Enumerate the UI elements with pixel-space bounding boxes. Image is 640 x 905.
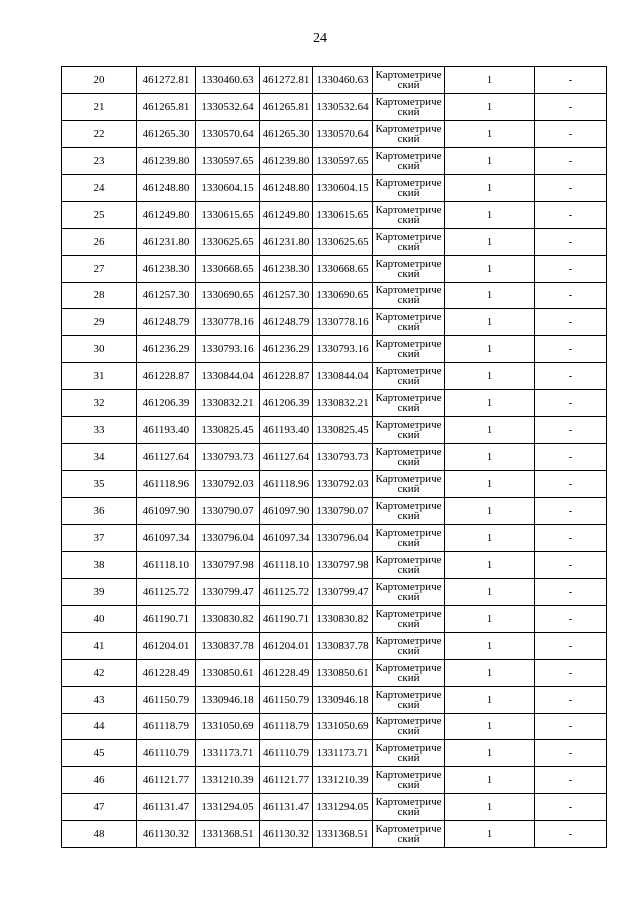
method-cell: Картометрический <box>373 578 445 605</box>
note-cell: - <box>535 309 607 336</box>
x-coordinate-new-cell: 461118.96 <box>260 471 313 498</box>
method-cell: Картометрический <box>373 67 445 94</box>
y-coordinate-new-cell: 1331210.39 <box>313 767 373 794</box>
table-row <box>62 444 607 471</box>
note-cell: - <box>535 228 607 255</box>
method-cell: Картометрический <box>373 740 445 767</box>
y-coordinate-new-cell: 1331368.51 <box>313 821 373 848</box>
table-row <box>62 255 607 282</box>
note-cell: - <box>535 93 607 120</box>
accuracy-cell: 1 <box>445 659 535 686</box>
point-number-cell: 24 <box>62 174 137 201</box>
y-coordinate-new-cell: 1330797.98 <box>313 551 373 578</box>
x-coordinate-new-cell: 461231.80 <box>260 228 313 255</box>
y-coordinate-new-cell: 1330850.61 <box>313 659 373 686</box>
note-cell: - <box>535 120 607 147</box>
table-row <box>62 578 607 605</box>
x-coordinate-cell: 461193.40 <box>137 417 196 444</box>
y-coordinate-cell: 1330532.64 <box>196 93 260 120</box>
x-coordinate-new-cell: 461118.10 <box>260 551 313 578</box>
point-number-cell: 47 <box>62 794 137 821</box>
x-coordinate-cell: 461228.49 <box>137 659 196 686</box>
method-cell: Картометрический <box>373 228 445 255</box>
x-coordinate-cell: 461097.90 <box>137 498 196 525</box>
point-number-cell: 44 <box>62 713 137 740</box>
y-coordinate-new-cell: 1330792.03 <box>313 471 373 498</box>
accuracy-cell: 1 <box>445 524 535 551</box>
accuracy-cell: 1 <box>445 417 535 444</box>
method-cell: Картометрический <box>373 255 445 282</box>
point-number-cell: 39 <box>62 578 137 605</box>
accuracy-cell: 1 <box>445 309 535 336</box>
y-coordinate-new-cell: 1330793.16 <box>313 336 373 363</box>
y-coordinate-cell: 1331294.05 <box>196 794 260 821</box>
x-coordinate-new-cell: 461150.79 <box>260 686 313 713</box>
table-row <box>62 120 607 147</box>
x-coordinate-cell: 461190.71 <box>137 605 196 632</box>
note-cell: - <box>535 471 607 498</box>
x-coordinate-new-cell: 461125.72 <box>260 578 313 605</box>
x-coordinate-new-cell: 461097.90 <box>260 498 313 525</box>
x-coordinate-cell: 461248.80 <box>137 174 196 201</box>
note-cell: - <box>535 282 607 309</box>
accuracy-cell: 1 <box>445 740 535 767</box>
y-coordinate-new-cell: 1330830.82 <box>313 605 373 632</box>
method-cell: Картометрический <box>373 93 445 120</box>
y-coordinate-cell: 1331173.71 <box>196 740 260 767</box>
x-coordinate-new-cell: 461121.77 <box>260 767 313 794</box>
y-coordinate-new-cell: 1330690.65 <box>313 282 373 309</box>
table-row <box>62 67 607 94</box>
x-coordinate-new-cell: 461248.80 <box>260 174 313 201</box>
method-cell: Картометрический <box>373 713 445 740</box>
point-number-cell: 33 <box>62 417 137 444</box>
x-coordinate-new-cell: 461257.30 <box>260 282 313 309</box>
y-coordinate-cell: 1330837.78 <box>196 632 260 659</box>
y-coordinate-cell: 1330797.98 <box>196 551 260 578</box>
method-cell: Картометрический <box>373 147 445 174</box>
method-cell: Картометрический <box>373 794 445 821</box>
accuracy-cell: 1 <box>445 255 535 282</box>
note-cell: - <box>535 740 607 767</box>
accuracy-cell: 1 <box>445 767 535 794</box>
table-row <box>62 632 607 659</box>
table-row <box>62 740 607 767</box>
y-coordinate-new-cell: 1330625.65 <box>313 228 373 255</box>
note-cell: - <box>535 255 607 282</box>
y-coordinate-cell: 1330597.65 <box>196 147 260 174</box>
table-row <box>62 821 607 848</box>
x-coordinate-cell: 461248.79 <box>137 309 196 336</box>
accuracy-cell: 1 <box>445 174 535 201</box>
accuracy-cell: 1 <box>445 228 535 255</box>
accuracy-cell: 1 <box>445 336 535 363</box>
y-coordinate-new-cell: 1330604.15 <box>313 174 373 201</box>
accuracy-cell: 1 <box>445 686 535 713</box>
method-cell: Картометрический <box>373 201 445 228</box>
x-coordinate-new-cell: 461265.30 <box>260 120 313 147</box>
accuracy-cell: 1 <box>445 67 535 94</box>
point-number-cell: 30 <box>62 336 137 363</box>
x-coordinate-cell: 461118.96 <box>137 471 196 498</box>
table-row <box>62 794 607 821</box>
y-coordinate-new-cell: 1330778.16 <box>313 309 373 336</box>
y-coordinate-cell: 1330793.16 <box>196 336 260 363</box>
accuracy-cell: 1 <box>445 201 535 228</box>
x-coordinate-cell: 461257.30 <box>137 282 196 309</box>
y-coordinate-cell: 1331210.39 <box>196 767 260 794</box>
point-number-cell: 26 <box>62 228 137 255</box>
y-coordinate-cell: 1330690.65 <box>196 282 260 309</box>
note-cell: - <box>535 659 607 686</box>
y-coordinate-new-cell: 1330832.21 <box>313 390 373 417</box>
y-coordinate-cell: 1331368.51 <box>196 821 260 848</box>
y-coordinate-cell: 1330570.64 <box>196 120 260 147</box>
note-cell: - <box>535 444 607 471</box>
table-row <box>62 309 607 336</box>
table-row <box>62 686 607 713</box>
x-coordinate-cell: 461127.64 <box>137 444 196 471</box>
x-coordinate-new-cell: 461206.39 <box>260 390 313 417</box>
table-row <box>62 390 607 417</box>
y-coordinate-cell: 1330790.07 <box>196 498 260 525</box>
x-coordinate-cell: 461265.81 <box>137 93 196 120</box>
note-cell: - <box>535 767 607 794</box>
table-row <box>62 551 607 578</box>
y-coordinate-new-cell: 1330946.18 <box>313 686 373 713</box>
point-number-cell: 41 <box>62 632 137 659</box>
note-cell: - <box>535 147 607 174</box>
accuracy-cell: 1 <box>445 605 535 632</box>
y-coordinate-new-cell: 1330793.73 <box>313 444 373 471</box>
y-coordinate-cell: 1330850.61 <box>196 659 260 686</box>
table-row <box>62 713 607 740</box>
x-coordinate-new-cell: 461228.49 <box>260 659 313 686</box>
table-row <box>62 659 607 686</box>
y-coordinate-cell: 1330793.73 <box>196 444 260 471</box>
y-coordinate-new-cell: 1330825.45 <box>313 417 373 444</box>
note-cell: - <box>535 605 607 632</box>
method-cell: Картометрический <box>373 524 445 551</box>
y-coordinate-new-cell: 1330570.64 <box>313 120 373 147</box>
method-cell: Картометрический <box>373 821 445 848</box>
x-coordinate-cell: 461206.39 <box>137 390 196 417</box>
method-cell: Картометрический <box>373 767 445 794</box>
y-coordinate-cell: 1330792.03 <box>196 471 260 498</box>
point-number-cell: 29 <box>62 309 137 336</box>
y-coordinate-cell: 1330799.47 <box>196 578 260 605</box>
y-coordinate-cell: 1330615.65 <box>196 201 260 228</box>
accuracy-cell: 1 <box>445 821 535 848</box>
note-cell: - <box>535 794 607 821</box>
point-number-cell: 40 <box>62 605 137 632</box>
point-number-cell: 34 <box>62 444 137 471</box>
table-row <box>62 417 607 444</box>
note-cell: - <box>535 632 607 659</box>
y-coordinate-new-cell: 1330799.47 <box>313 578 373 605</box>
accuracy-cell: 1 <box>445 551 535 578</box>
y-coordinate-new-cell: 1330796.04 <box>313 524 373 551</box>
point-number-cell: 32 <box>62 390 137 417</box>
method-cell: Картометрический <box>373 120 445 147</box>
method-cell: Картометрический <box>373 632 445 659</box>
note-cell: - <box>535 67 607 94</box>
method-cell: Картометрический <box>373 282 445 309</box>
point-number-cell: 45 <box>62 740 137 767</box>
method-cell: Картометрический <box>373 336 445 363</box>
y-coordinate-cell: 1330832.21 <box>196 390 260 417</box>
table-row <box>62 201 607 228</box>
x-coordinate-new-cell: 461130.32 <box>260 821 313 848</box>
point-number-cell: 46 <box>62 767 137 794</box>
table-row <box>62 471 607 498</box>
y-coordinate-cell: 1330825.45 <box>196 417 260 444</box>
y-coordinate-cell: 1330460.63 <box>196 67 260 94</box>
accuracy-cell: 1 <box>445 282 535 309</box>
x-coordinate-cell: 461097.34 <box>137 524 196 551</box>
point-number-cell: 38 <box>62 551 137 578</box>
accuracy-cell: 1 <box>445 632 535 659</box>
note-cell: - <box>535 578 607 605</box>
note-cell: - <box>535 390 607 417</box>
x-coordinate-new-cell: 461272.81 <box>260 67 313 94</box>
accuracy-cell: 1 <box>445 93 535 120</box>
x-coordinate-new-cell: 461249.80 <box>260 201 313 228</box>
accuracy-cell: 1 <box>445 444 535 471</box>
table-row <box>62 524 607 551</box>
x-coordinate-cell: 461110.79 <box>137 740 196 767</box>
point-number-cell: 43 <box>62 686 137 713</box>
note-cell: - <box>535 201 607 228</box>
point-number-cell: 25 <box>62 201 137 228</box>
x-coordinate-new-cell: 461248.79 <box>260 309 313 336</box>
y-coordinate-cell: 1330830.82 <box>196 605 260 632</box>
accuracy-cell: 1 <box>445 713 535 740</box>
accuracy-cell: 1 <box>445 578 535 605</box>
note-cell: - <box>535 713 607 740</box>
note-cell: - <box>535 498 607 525</box>
point-number-cell: 28 <box>62 282 137 309</box>
point-number-cell: 23 <box>62 147 137 174</box>
x-coordinate-new-cell: 461193.40 <box>260 417 313 444</box>
x-coordinate-cell: 461131.47 <box>137 794 196 821</box>
method-cell: Картометрический <box>373 605 445 632</box>
y-coordinate-new-cell: 1330844.04 <box>313 363 373 390</box>
point-number-cell: 27 <box>62 255 137 282</box>
table-row <box>62 147 607 174</box>
accuracy-cell: 1 <box>445 363 535 390</box>
y-coordinate-cell: 1330625.65 <box>196 228 260 255</box>
method-cell: Картометрический <box>373 363 445 390</box>
point-number-cell: 42 <box>62 659 137 686</box>
table-row <box>62 363 607 390</box>
point-number-cell: 22 <box>62 120 137 147</box>
x-coordinate-cell: 461249.80 <box>137 201 196 228</box>
y-coordinate-new-cell: 1330532.64 <box>313 93 373 120</box>
method-cell: Картометрический <box>373 417 445 444</box>
x-coordinate-cell: 461236.29 <box>137 336 196 363</box>
note-cell: - <box>535 524 607 551</box>
method-cell: Картометрический <box>373 444 445 471</box>
table-row <box>62 282 607 309</box>
method-cell: Картометрический <box>373 686 445 713</box>
y-coordinate-cell: 1330778.16 <box>196 309 260 336</box>
note-cell: - <box>535 821 607 848</box>
x-coordinate-new-cell: 461228.87 <box>260 363 313 390</box>
method-cell: Картометрический <box>373 390 445 417</box>
y-coordinate-cell: 1330604.15 <box>196 174 260 201</box>
method-cell: Картометрический <box>373 659 445 686</box>
method-cell: Картометрический <box>373 309 445 336</box>
x-coordinate-new-cell: 461131.47 <box>260 794 313 821</box>
y-coordinate-new-cell: 1331173.71 <box>313 740 373 767</box>
x-coordinate-new-cell: 461238.30 <box>260 255 313 282</box>
y-coordinate-cell: 1330946.18 <box>196 686 260 713</box>
y-coordinate-cell: 1330796.04 <box>196 524 260 551</box>
method-cell: Картометрический <box>373 471 445 498</box>
method-cell: Картометрический <box>373 174 445 201</box>
table-row <box>62 767 607 794</box>
x-coordinate-new-cell: 461127.64 <box>260 444 313 471</box>
point-number-cell: 36 <box>62 498 137 525</box>
note-cell: - <box>535 417 607 444</box>
x-coordinate-new-cell: 461239.80 <box>260 147 313 174</box>
x-coordinate-cell: 461228.87 <box>137 363 196 390</box>
x-coordinate-cell: 461118.10 <box>137 551 196 578</box>
x-coordinate-cell: 461125.72 <box>137 578 196 605</box>
x-coordinate-cell: 461118.79 <box>137 713 196 740</box>
x-coordinate-new-cell: 461236.29 <box>260 336 313 363</box>
y-coordinate-new-cell: 1331050.69 <box>313 713 373 740</box>
note-cell: - <box>535 363 607 390</box>
table-row <box>62 174 607 201</box>
method-cell: Картометрический <box>373 498 445 525</box>
x-coordinate-cell: 461130.32 <box>137 821 196 848</box>
table-body <box>62 67 607 848</box>
y-coordinate-new-cell: 1330790.07 <box>313 498 373 525</box>
page-number: 24 <box>313 31 327 46</box>
point-number-cell: 21 <box>62 93 137 120</box>
accuracy-cell: 1 <box>445 471 535 498</box>
y-coordinate-new-cell: 1330597.65 <box>313 147 373 174</box>
x-coordinate-new-cell: 461204.01 <box>260 632 313 659</box>
x-coordinate-new-cell: 461110.79 <box>260 740 313 767</box>
note-cell: - <box>535 336 607 363</box>
table-row <box>62 498 607 525</box>
point-number-cell: 35 <box>62 471 137 498</box>
table-row <box>62 228 607 255</box>
point-number-cell: 31 <box>62 363 137 390</box>
x-coordinate-cell: 461150.79 <box>137 686 196 713</box>
y-coordinate-new-cell: 1330837.78 <box>313 632 373 659</box>
x-coordinate-cell: 461238.30 <box>137 255 196 282</box>
note-cell: - <box>535 174 607 201</box>
coordinates-table <box>61 66 607 848</box>
x-coordinate-new-cell: 461265.81 <box>260 93 313 120</box>
note-cell: - <box>535 686 607 713</box>
method-cell: Картометрический <box>373 551 445 578</box>
accuracy-cell: 1 <box>445 120 535 147</box>
point-number-cell: 37 <box>62 524 137 551</box>
table-row <box>62 336 607 363</box>
y-coordinate-new-cell: 1330668.65 <box>313 255 373 282</box>
y-coordinate-cell: 1331050.69 <box>196 713 260 740</box>
y-coordinate-new-cell: 1331294.05 <box>313 794 373 821</box>
point-number-cell: 48 <box>62 821 137 848</box>
x-coordinate-cell: 461272.81 <box>137 67 196 94</box>
y-coordinate-new-cell: 1330460.63 <box>313 67 373 94</box>
accuracy-cell: 1 <box>445 147 535 174</box>
x-coordinate-cell: 461204.01 <box>137 632 196 659</box>
x-coordinate-cell: 461239.80 <box>137 147 196 174</box>
x-coordinate-new-cell: 461118.79 <box>260 713 313 740</box>
accuracy-cell: 1 <box>445 794 535 821</box>
x-coordinate-cell: 461231.80 <box>137 228 196 255</box>
accuracy-cell: 1 <box>445 390 535 417</box>
y-coordinate-cell: 1330844.04 <box>196 363 260 390</box>
accuracy-cell: 1 <box>445 498 535 525</box>
x-coordinate-cell: 461265.30 <box>137 120 196 147</box>
point-number-cell: 20 <box>62 67 137 94</box>
y-coordinate-cell: 1330668.65 <box>196 255 260 282</box>
x-coordinate-cell: 461121.77 <box>137 767 196 794</box>
table-row <box>62 605 607 632</box>
x-coordinate-new-cell: 461097.34 <box>260 524 313 551</box>
y-coordinate-new-cell: 1330615.65 <box>313 201 373 228</box>
table-row <box>62 93 607 120</box>
x-coordinate-new-cell: 461190.71 <box>260 605 313 632</box>
note-cell: - <box>535 551 607 578</box>
